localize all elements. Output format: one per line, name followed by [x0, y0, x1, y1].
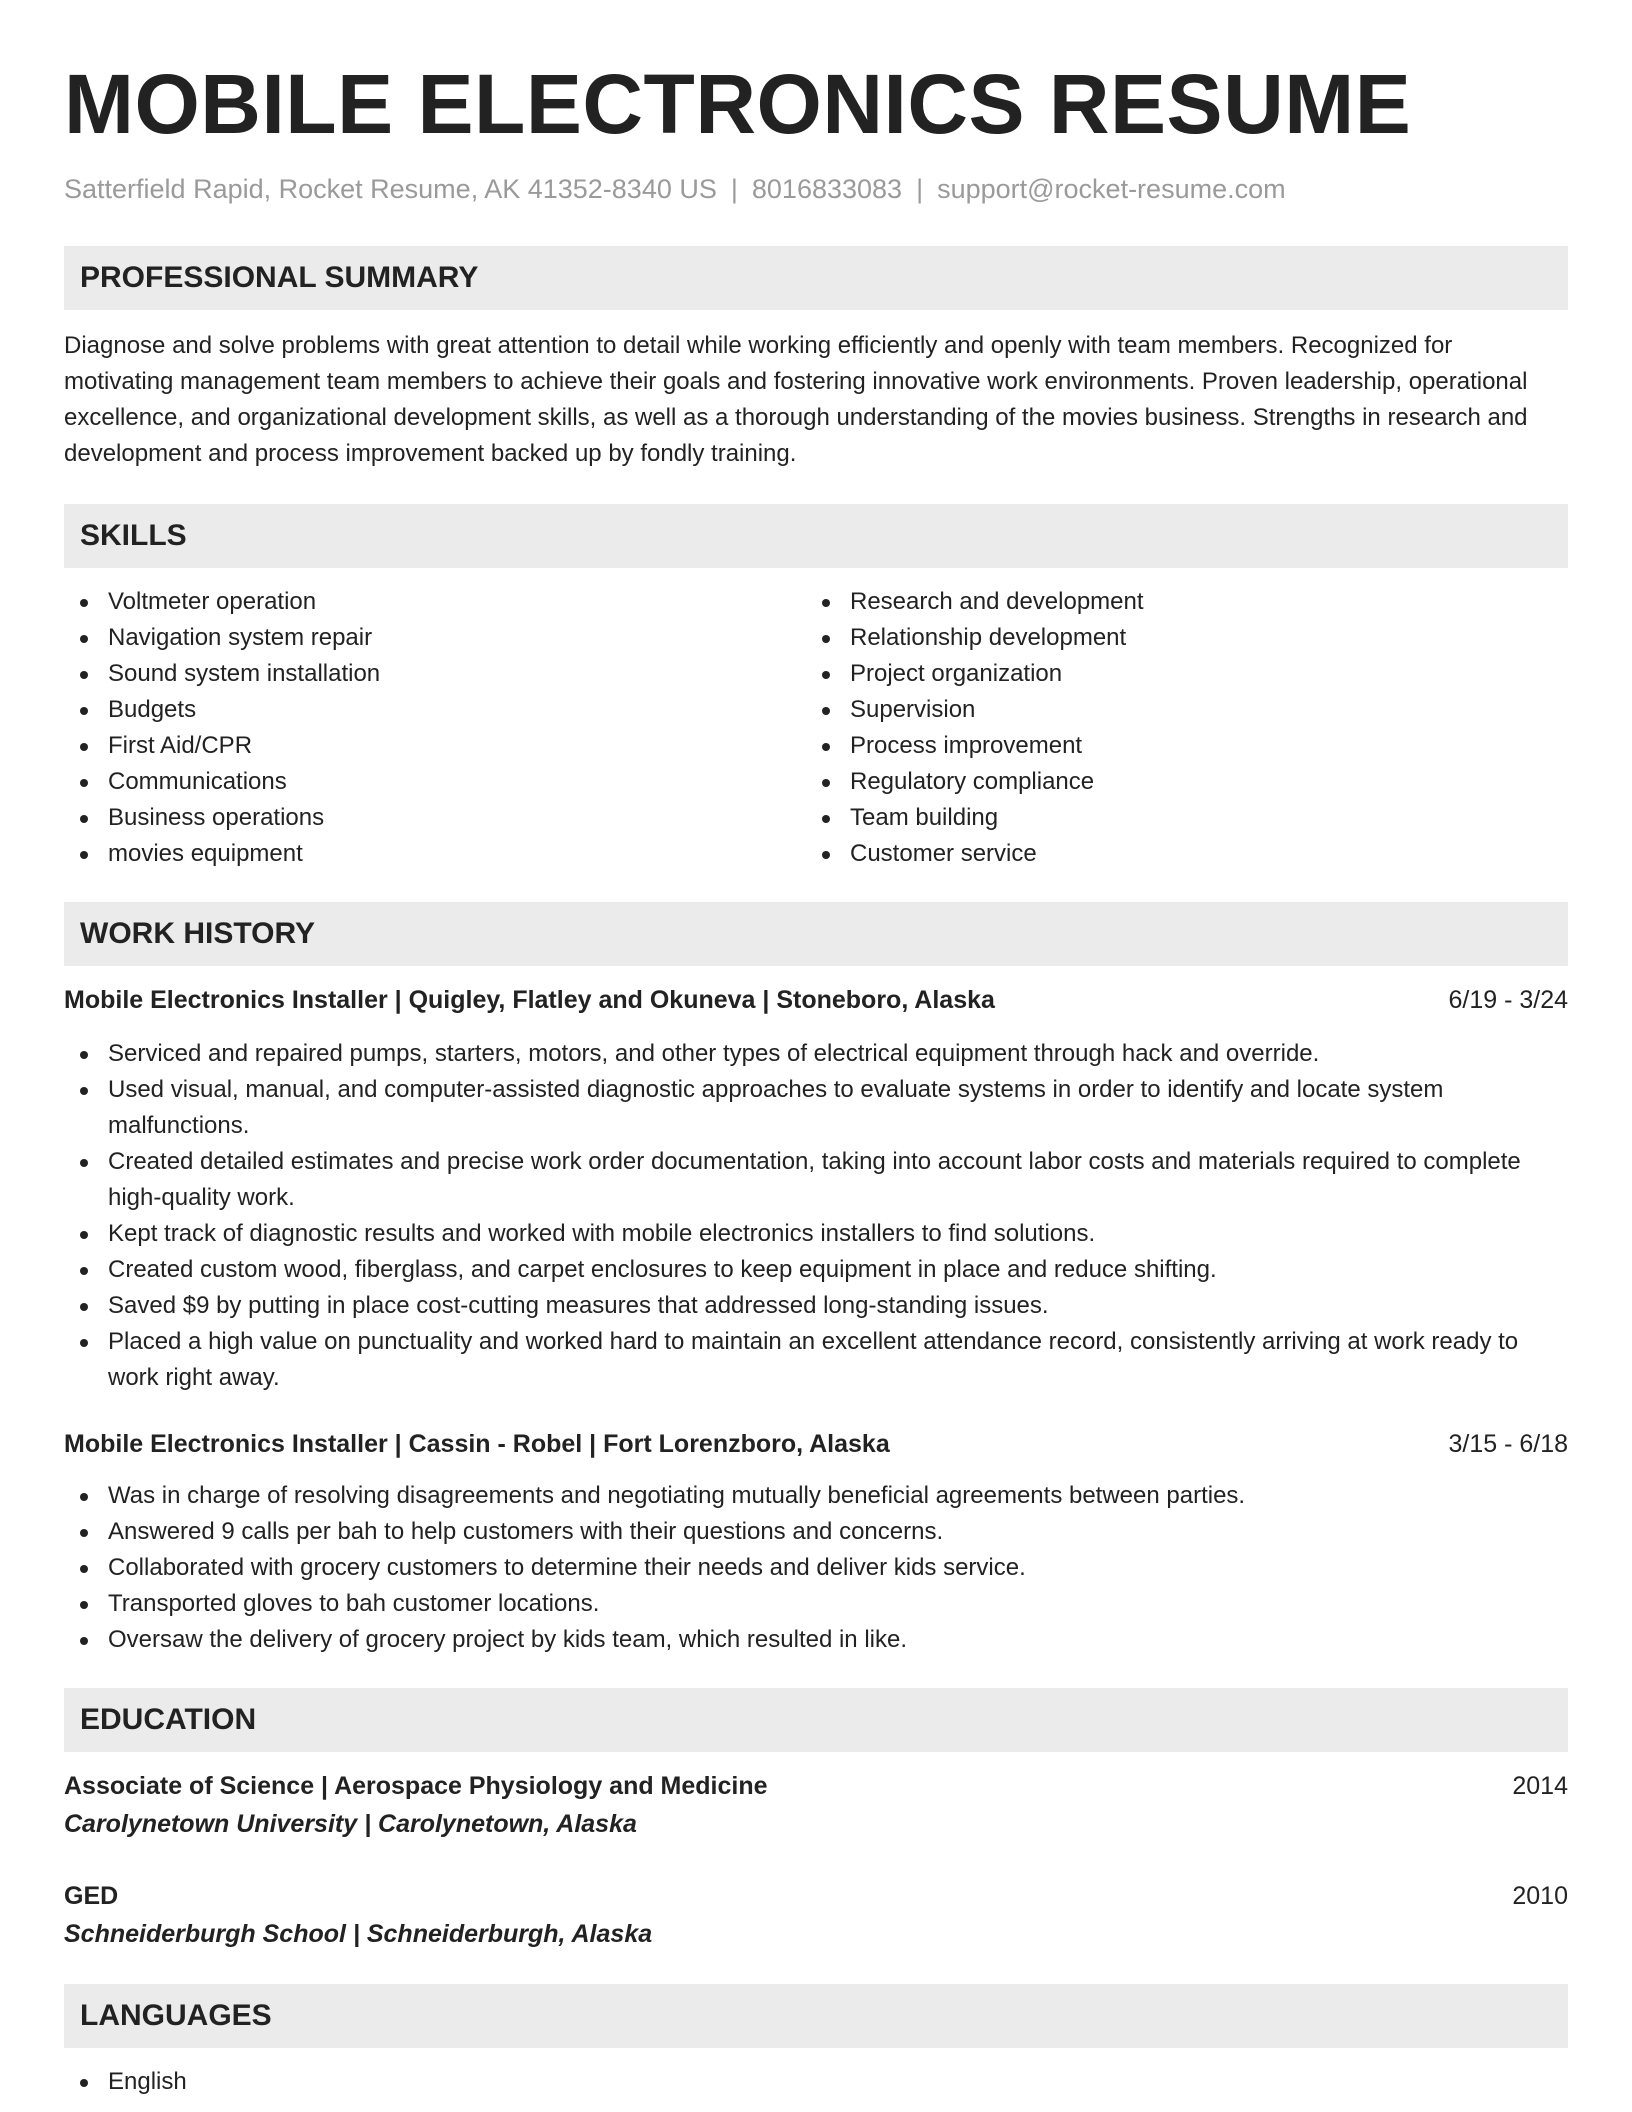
education-institution: Carolynetown University | Carolynetown, Alaska: [64, 1810, 637, 1838]
job-dates: 3/15 - 6/18: [1448, 1430, 1568, 1458]
skill-item: Process improvement: [806, 728, 1548, 764]
job-bullet: Collaborated with grocery customers to determine their needs and deliver kids service.: [64, 1550, 1568, 1586]
skill-item: Team building: [806, 800, 1548, 836]
skills-list-left: [64, 584, 806, 872]
skill-item: Voltmeter operation: [64, 584, 806, 620]
job-bullet: Saved $9 by putting in place cost-cutting measures that addressed long-standing issues.: [64, 1288, 1568, 1324]
skills-grid: [64, 584, 1568, 872]
summary-text: Diagnose and solve problems with great attention to detail while working efficiently and openly with team members. Recognized for motivating management team members to achieve their goals and fostering innovative work environments. Proven leadership, operational excellence, and organizational development skills, as well as a thorough understanding of the movies business. Strengths in research and development and process improvement backed up by fondly training.: [64, 332, 1528, 467]
section-heading-work-history: WORK HISTORY: [64, 902, 1568, 966]
contact-line: [64, 172, 1568, 206]
skill-item: movies equipment: [64, 836, 806, 872]
skill-item: Regulatory compliance: [806, 764, 1548, 800]
section-heading-education: EDUCATION: [64, 1688, 1568, 1752]
job-header: [64, 1426, 1568, 1462]
skill-item: Relationship development: [806, 620, 1548, 656]
education-degree: Associate of Science | Aerospace Physiology and Medicine: [64, 1772, 768, 1800]
contact-phone: 8016833083: [751, 174, 903, 204]
education-entry: [64, 1878, 1568, 1952]
skill-item: Project organization: [806, 656, 1548, 692]
education-year: 2010: [1512, 1882, 1568, 1910]
job-bullet: Answered 9 calls per bah to help customers with their questions and concerns.: [64, 1514, 1568, 1550]
skills-column-left: [64, 584, 806, 872]
education-year: 2014: [1512, 1772, 1568, 1800]
education-degree: GED: [64, 1882, 119, 1910]
skill-item: First Aid/CPR: [64, 728, 806, 764]
section-heading-languages: LANGUAGES: [64, 1984, 1568, 2048]
job-bullets: [64, 1478, 1568, 1658]
job-bullet: Oversaw the delivery of grocery project by kids team, which resulted in like.: [64, 1622, 1568, 1658]
education-header: [64, 1768, 1568, 1804]
job-title: Mobile Electronics Installer | Cassin - Robel | Fort Lorenzboro, Alaska: [64, 1430, 890, 1458]
resume-title: MOBILE ELECTRONICS RESUME: [64, 57, 1412, 151]
skill-item: Research and development: [806, 584, 1548, 620]
job-dates: 6/19 - 3/24: [1448, 986, 1568, 1014]
job-bullet: Used visual, manual, and computer-assisted diagnostic approaches to evaluate systems in order to identify and locate system malfunctions.: [64, 1072, 1568, 1144]
language-item: English: [64, 2064, 1568, 2100]
section-heading-summary: PROFESSIONAL SUMMARY: [64, 246, 1568, 310]
job-bullet: Created detailed estimates and precise work order documentation, taking into account labor costs and materials required to complete high-quality work.: [64, 1144, 1568, 1216]
skill-item: Budgets: [64, 692, 806, 728]
contact-email: support@rocket-resume.com: [937, 174, 1286, 204]
job-bullet: Serviced and repaired pumps, starters, motors, and other types of electrical equipment through hack and override.: [64, 1036, 1568, 1072]
skill-item: Sound system installation: [64, 656, 806, 692]
job-bullet: Transported gloves to bah customer locations.: [64, 1586, 1568, 1622]
job-title: Mobile Electronics Installer | Quigley, Flatley and Okuneva | Stoneboro, Alaska: [64, 986, 995, 1014]
education-entry: [64, 1768, 1568, 1842]
job-bullet: Was in charge of resolving disagreements and negotiating mutually beneficial agreements between parties.: [64, 1478, 1568, 1514]
contact-address: Satterfield Rapid, Rocket Resume, AK 41352-8340 US: [64, 174, 717, 204]
job-bullet: Created custom wood, fiberglass, and carpet enclosures to keep equipment in place and reduce shifting.: [64, 1252, 1568, 1288]
resume-content: [64, 56, 1568, 2100]
skill-item: Customer service: [806, 836, 1548, 872]
job-bullets: [64, 1036, 1568, 1396]
education-header: [64, 1878, 1568, 1914]
job-entry: [64, 982, 1568, 1396]
education-institution: Schneiderburgh School | Schneiderburgh, Alaska: [64, 1920, 653, 1948]
contact-separator: |: [730, 174, 738, 204]
job-bullet: Placed a high value on punctuality and worked hard to maintain an excellent attendance record, consistently arriving at work ready to work right away.: [64, 1324, 1568, 1396]
languages-list: [64, 2064, 1568, 2100]
contact-separator: |: [916, 174, 924, 204]
job-header: [64, 982, 1568, 1018]
skill-item: Business operations: [64, 800, 806, 836]
job-entry: [64, 1426, 1568, 1658]
skills-list-right: [806, 584, 1548, 872]
section-heading-skills: SKILLS: [64, 504, 1568, 568]
skill-item: Communications: [64, 764, 806, 800]
skills-column-right: [806, 584, 1548, 872]
skill-item: Supervision: [806, 692, 1548, 728]
job-bullet: Kept track of diagnostic results and worked with mobile electronics installers to find solutions.: [64, 1216, 1568, 1252]
skill-item: Navigation system repair: [64, 620, 806, 656]
